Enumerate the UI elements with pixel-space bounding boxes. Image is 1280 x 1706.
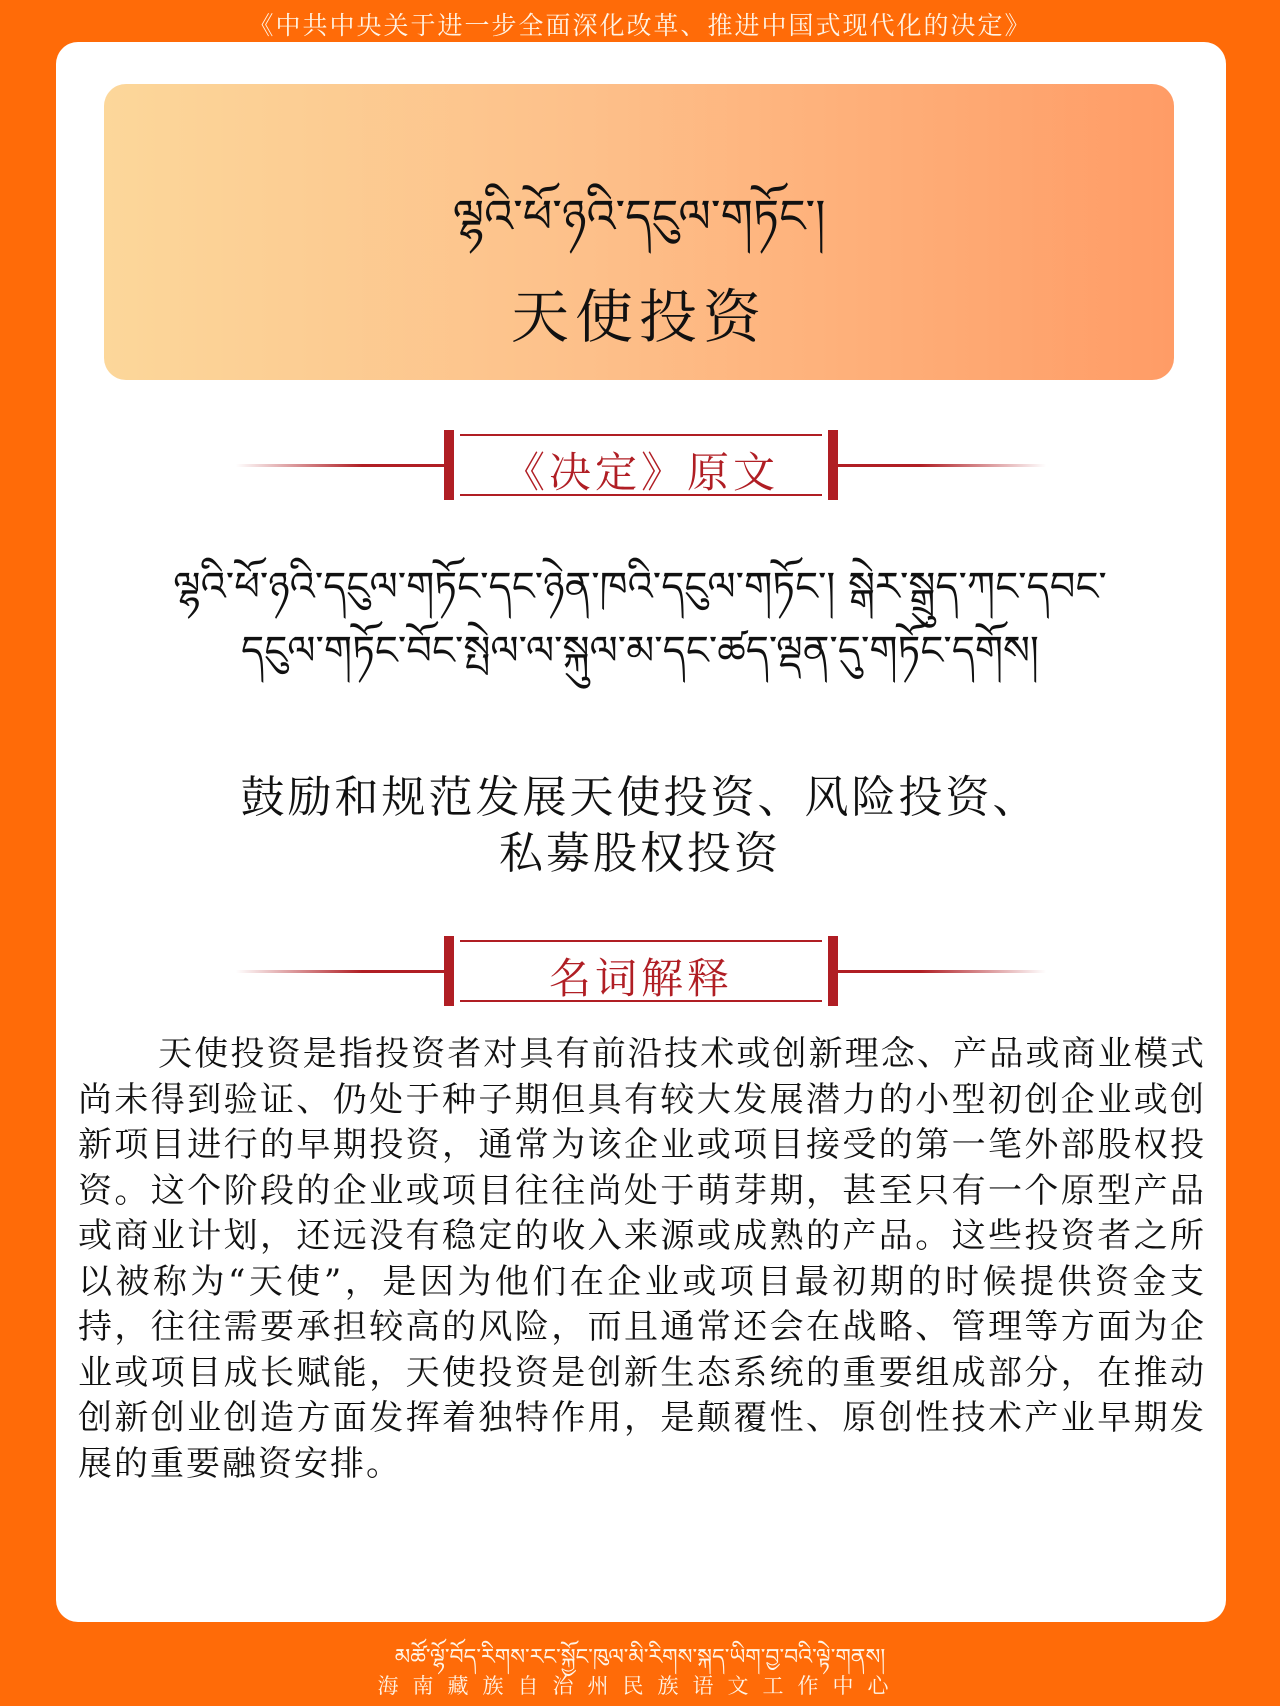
section-label-original: 《决定》原文 (502, 448, 779, 497)
term-tibetan: ལྷའི་ཕོ་ཉའི་དངུལ་གཏོང་། (452, 189, 826, 243)
explanation-paragraph (78, 1032, 1206, 1487)
original-chinese-line: 鼓励和规范发展天使投资、风险投资、 (240, 772, 1040, 823)
divider-line-right (836, 970, 1046, 973)
divider-line-left (236, 464, 446, 467)
section-header-original (236, 430, 1046, 502)
original-text-tibetan (90, 555, 1190, 683)
section-label-box (444, 430, 838, 500)
explanation-text: 天使投资是指投资者对具有前沿技术或创新理念、产品或商业模式尚未得到验证、仍处于种子期但具有较大发展潜力的小型初创企业或创新项目进行的早期投资，通常为该企业或项目接受的第一笔外部股权投资。这个阶段的企业或项目往往尚处于萌芽期，甚至只有一个原型产品或商业计划，还远没有稳定的收入来源或成熟的产品。这些投资者之所以被称为“天使”，是因为他们在企业或项目最初期的时候提供资金支持，往往需要承担较高的风险，而且通常还会在战略、管理等方面为企业或项目成长赋能，天使投资是创新生态系统的重要组成部分，在推动创新创业创造方面发挥着独特作用，是颠覆性、原创性技术产业早期发展的重要融资安排。 (78, 1034, 1206, 1484)
divider-line-right (836, 464, 1046, 467)
document-title: 《中共中央关于进一步全面深化改革、推进中国式现代化的决定》 (248, 11, 1032, 40)
original-tibetan-line: ལྷའི་ཕོ་ཉའི་དངུལ་གཏོང་དང་ཉེན་ཁའི་དངུལ་གཏོང་། སྒེར་སྒྲུད་ཀང་དབང་ (173, 564, 1107, 610)
divider-line-left (236, 970, 446, 973)
section-header-explanation (236, 936, 1046, 1008)
footer-org-tibetan: མཚོ་ལྷོ་བོད་རིགས་རང་སྐྱོང་ཁུལ་མི་རིགས་སྐད་ཡིག་བྱ་བའི་ལྟེ་གནས། (394, 1645, 886, 1670)
term-banner (104, 84, 1174, 380)
original-tibetan-line: དངུལ་གཏོང་བོང་སྤེལ་ལ་སྐུལ་མ་དང་ཚད་ལྡན་དུ་གཏོང་དགོས། (241, 628, 1039, 674)
footer-org-chinese: 海南藏族自治州民族语文工作中心 (377, 1674, 903, 1698)
section-label-explanation: 名词解释 (548, 954, 733, 1003)
original-chinese-line: 私募股权投资 (499, 828, 781, 879)
original-text-chinese (90, 770, 1190, 882)
term-chinese: 天使投资 (510, 283, 767, 351)
section-label-box (444, 936, 838, 1006)
